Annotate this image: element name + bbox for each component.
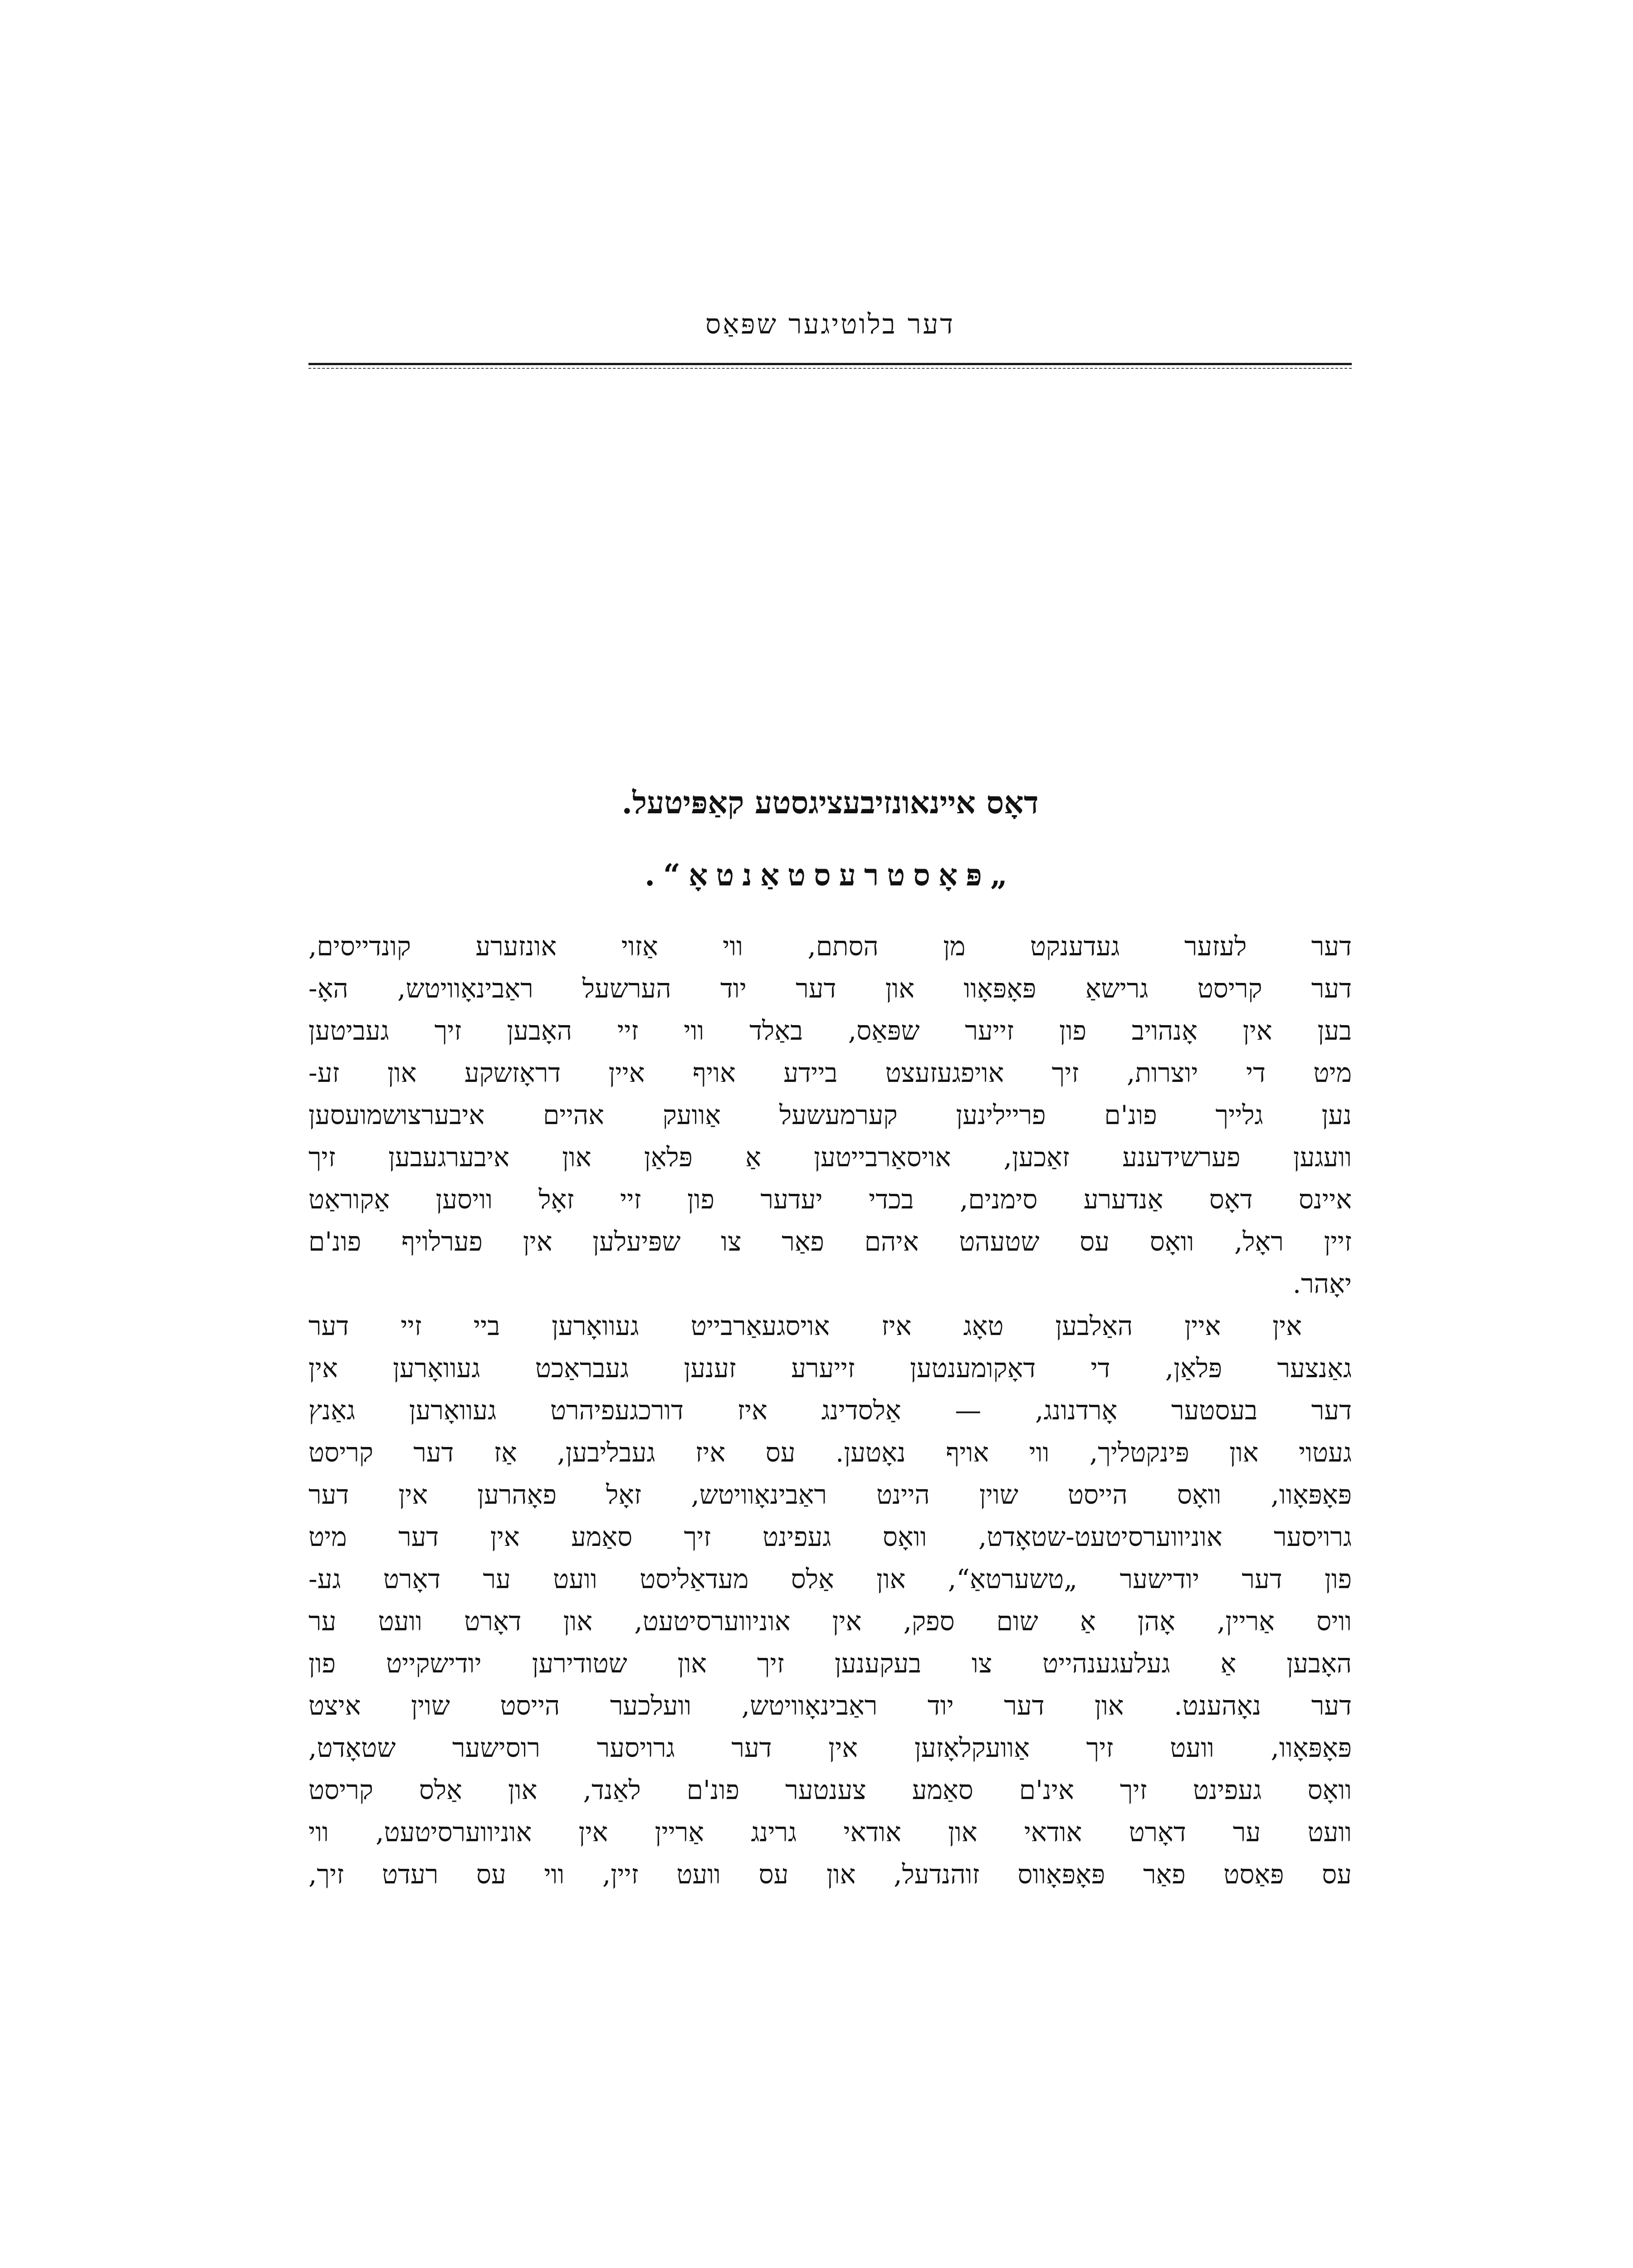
text-line: נען גלייך פונ'ם פריילינען קערמעשעל אַוועק אהיים איבערצושמועסען <box>308 1100 1352 1130</box>
text-line: גרויסער אוניווערסיטעט-שטאָדט, וואָס געפינט זיך סאַמע אין דער מיט <box>308 1521 1352 1552</box>
text-line: בען אין אָנהויב פון זייער שפּאַס, באַלד ווי זיי האָבען זיך געביטען <box>308 1015 1352 1046</box>
text-line: דער נאָהענט. און דער יוד ראַבינאָוויטש, וועלכער הייסט שוין איצט <box>308 1690 1352 1721</box>
text-line: יאָהר. <box>1292 1268 1352 1299</box>
text-line: געטוי און פּינקטליך, ווי אויף נאָטען. עס איז געבליבען, אַז דער קריסט <box>308 1437 1352 1468</box>
body-text <box>308 925 1352 1896</box>
text-line: האָבען אַ געלעגענהייט צו בעקענען זיך און שטודירען יודישקייט פון <box>308 1648 1352 1679</box>
text-line: גאַנצער פּלאַן, די דאָקומענטען זייערע זענען געבראַכט געוואָרען אין <box>308 1353 1352 1383</box>
text-line: דער לעזער געדענקט מן הסתם, ווי אַזוי אונזערע קונדייסים, <box>308 931 1352 962</box>
text-line: דער בעסטער אָרדנונג, — אַלסדינג איז דורכגעפיהרט געוואָרען גאַנץ <box>308 1395 1352 1426</box>
text-line: וויס אַריין, אָהן אַ שום ספק, אין אוניווערסיטעט, און דאָרט וועט ער <box>308 1606 1352 1637</box>
page-footer <box>308 2261 1352 2268</box>
text-line: פּאָפּאָוו, וואָס הייסט שוין היינט ראַבינאָוויטש, זאָל פאָהרען אין דער <box>308 1479 1352 1510</box>
chapter-title: דאָס איינאונזיבעציגסטע קאַפּיטעל. <box>621 785 1039 821</box>
text-line: מיט די יוצרות, זיך אויפגעזעצט ביידע אויף איין דראָזשקע און זע- <box>308 1057 1352 1088</box>
header-rule <box>308 363 1352 365</box>
text-line: וועט ער דאָרט אודאי און אודאי גרינג אַריין אין אוניווערסיטעט, ווי <box>308 1817 1352 1848</box>
text-line: זיין ראָל, וואָס עס שטעהט איהם פאַר צו שפּיעלען אין פערלויף פונ'ם <box>308 1226 1352 1257</box>
text-line: פּאָפּאָוו, וועט זיך אַוועקלאָזען אין דער גרויסער רוסישער שטאָדט, <box>308 1732 1352 1763</box>
running-head: דער בלוטיגער שפּאַס <box>705 308 955 340</box>
text-line: איינס דאָס אַנדערע סימנים, בכדי יעדער פון זיי זאָל וויסען אַקוראַט <box>308 1184 1352 1215</box>
text-line: פון דער יודישער „טשערטאַ“, און אַלס מעדאַליסט וועט ער דאָרט גע- <box>308 1564 1352 1594</box>
chapter-subtitle: „פּאָסטרעסטאַנטאָ“. <box>645 857 1016 893</box>
text-line: דער קריסט גרישאַ פּאָפּאָוו און דער יוד הערשעל ראַבינאָוויטש, האָ- <box>308 973 1352 1004</box>
text-line: אין איין האַלבען טאָג איז אויסגעאַרבייט געוואָרען ביי זיי דער <box>308 1310 1302 1341</box>
text-line: וואָס געפינט זיך אינ'ם סאַמע צענטער פונ'ם לאַנד, און אַלס קריסט <box>308 1774 1352 1805</box>
text-line: עס פּאַסט פאַר פּאָפּאָווס זוהנדעל, און עס וועט זיין, ווי עס רעדט זיך, <box>308 1859 1352 1890</box>
text-line: וועגען פערשידענע זאַכען, אויסאַרבייטען אַ פּלאַן און איבערגעבען זיך <box>308 1142 1352 1173</box>
